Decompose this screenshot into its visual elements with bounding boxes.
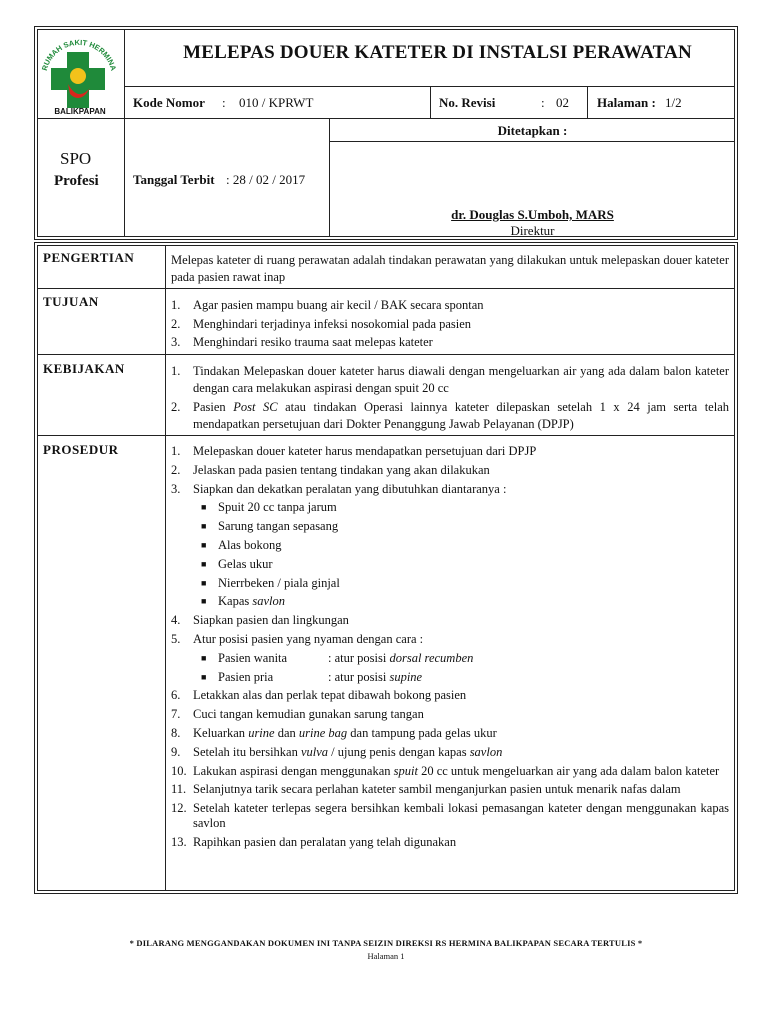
bullet-icon: ■ [201,596,207,607]
list-item [171,363,729,396]
label-prosedur: PROSEDUR [43,442,119,457]
item-text-italic: dorsal recumben [389,650,474,665]
prosedur-list [171,442,729,851]
item-text-italic: urine bag [298,725,348,740]
bullet-icon: ■ [201,558,207,569]
halaman-value: 1/2 [665,95,682,110]
item-number: 1. [171,364,181,378]
label-tujuan: TUJUAN [43,294,99,309]
bullet-icon: ■ [201,577,207,588]
row-divider-1 [37,288,735,289]
item-number: 8. [171,725,181,740]
list-subitem [171,574,729,593]
list-item [171,315,729,334]
tujuan-list [171,296,729,352]
item-text-italic: spuit [393,763,418,778]
kode-sep: : [222,95,226,110]
list-item [171,801,729,831]
item-text: dan tampung pada gelas ukur [347,725,497,740]
list-item [171,833,729,852]
spo-title: SPO [60,149,92,168]
item-text: Tindakan Melepaskan douer kateter harus diawali dengan mengeluarkan air yang ada dalam balon kateter dengan cara melakukan aspirasi dengan spuit 20 cc [193,364,729,395]
item-text: / ujung penis dengan kapas [328,744,470,759]
item-number: 3. [171,335,181,349]
hospital-logo [36,32,122,118]
item-text: Kapas [218,594,253,609]
header-vdivider-logo [124,29,125,118]
item-text: Selanjutnya tarik secara perlahan kateter sambil menganjurkan pasien untuk menarik nafas dalam [193,781,681,796]
item-text: Melepaskan douer kateter harus mendapatkan persetujuan dari DPJP [193,444,537,458]
list-item [171,296,729,315]
list-subitem [171,536,729,555]
footer-page: Halaman 1 [367,951,405,961]
item-number: 10. [171,763,187,778]
item-text: Gelas ukur [218,556,273,571]
item-text: Menghindari terjadinya infeksi nosokomial pada pasien [193,316,472,331]
item-number: 4. [171,613,181,628]
header-vdivider-spo [124,118,125,237]
revisi-value: 02 [556,95,569,110]
item-text-italic: Post SC [233,400,278,414]
item-number: 6. [171,688,181,703]
item-text: Siapkan pasien dan lingkungan [193,613,349,628]
row-divider-3 [37,435,735,436]
bullet-icon: ■ [201,671,207,682]
list-item [171,764,729,779]
list-item [171,705,729,724]
pengertian-text: Melepas kateter di ruang perawatan adalah tindakan perawatan yang dilakukan untuk melepaskan douer kateter pada pasien rawat inap [171,253,729,284]
list-subitem [171,649,729,668]
logo-arc-textpath: RUMAH SAKIT HERMINA [39,37,119,72]
halaman-label: Halaman : [597,95,656,110]
item-number: 3. [171,481,181,496]
item-number: 1. [171,444,181,458]
item-text: Pasien [193,400,234,414]
logo-city: BALIKPAPAN [54,107,106,116]
item-text-italic: vulva [300,744,329,759]
item-text: : atur posisi [328,650,390,665]
item-number: 5. [171,631,181,646]
tanggal-value: : 28 / 02 / 2017 [226,172,306,187]
item-number: 9. [171,744,181,759]
item-text: : atur posisi [328,669,390,684]
item-number: 2. [171,462,181,477]
bullet-icon: ■ [201,502,207,513]
item-text-italic: savlon [469,744,503,759]
list-item [171,399,729,432]
header-divider-2 [37,118,735,119]
list-item [171,442,729,461]
item-text: Rapihkan pasien dan peralatan yang telah digunakan [193,834,457,849]
item-text: Lakukan aspirasi dengan menggunakan [193,763,394,778]
item-text: Cuci tangan kemudian gunakan sarung tangan [193,707,424,722]
spo-subtitle: Profesi [54,173,99,189]
signer-role: Direktur [510,223,555,238]
kode-value: 010 / KPRWT [239,95,314,110]
item-text: Keluarkan [193,725,249,740]
item-number: 7. [171,707,181,722]
label-kebijakan: KEBIJAKAN [43,361,125,376]
row-divider-2 [37,354,735,355]
list-subitem [171,668,729,687]
item-text: Atur posisi pasien yang nyaman dengan cara : [193,631,424,646]
item-text: dan [274,725,299,740]
kebijakan-list [171,363,729,432]
item-text: Setelah kateter terlepas segera bersihkan kembali lokasi pemasangan kateter dengan menggunakan kapas savlon [193,800,729,830]
item-text-italic: supine [389,669,423,684]
item-number: 11. [171,781,187,796]
list-item [171,630,729,649]
item-number: 2. [171,316,181,331]
list-item [171,724,729,743]
item-text: Menghindari resiko trauma saat melepas kateter [193,335,433,349]
list-item [171,743,729,762]
item-text: Alas bokong [218,537,282,552]
list-item [171,480,729,499]
item-text: Agar pasien mampu buang air kecil / BAK secara spontan [193,298,484,312]
revisi-label: No. Revisi [439,95,496,110]
kode-label: Kode Nomor [133,95,205,110]
item-text: Pasien wanita [218,650,288,665]
item-text: Sarung tangan sepasang [218,519,339,534]
list-item [171,611,729,630]
item-number: 1. [171,298,181,312]
list-subitem [171,517,729,536]
bullet-icon: ■ [201,539,207,550]
footer-warning: * DILARANG MENGGANDAKAN DOKUMEN INI TANPA SEIZIN DIREKSI RS HERMINA BALIKPAPAN SECARA TERTULIS * [129,938,643,948]
item-number: 13. [171,834,187,849]
document-title: MELEPAS DOUER KATETER DI INSTALSI PERAWATAN [183,42,692,63]
body-label-divider [165,245,166,891]
tanggal-label: Tanggal Terbit [133,172,215,187]
bullet-icon: ■ [201,652,207,663]
list-subitem [171,498,729,517]
item-number: 2. [171,400,181,414]
list-item [171,686,729,705]
label-pengertian: PENGERTIAN [43,250,135,265]
item-text: Letakkan alas dan perlak tepat dibawah bokong pasien [193,688,467,703]
ditetapkan-label: Ditetapkan : [497,123,568,138]
item-text: Setelah itu bersihkan [193,744,301,759]
item-text-italic: savlon [252,594,286,609]
item-text: Pasien pria [218,669,274,684]
item-text-italic: urine [248,725,275,740]
list-item [171,461,729,480]
item-number: 12. [171,800,187,815]
item-text: 20 cc untuk mengeluarkan air yang ada dalam balon kateter [417,763,720,778]
list-item [171,782,729,797]
item-text: Siapkan dan dekatkan peralatan yang dibutuhkan diantaranya : [193,481,507,496]
logo-figure-head [70,68,86,84]
signer-name: dr. Douglas S.Umboh, MARS [451,207,614,222]
item-text: Nierrbeken / piala ginjal [218,575,340,590]
header-vdivider-revisi [430,86,431,118]
item-text: Jelaskan pada pasien tentang tindakan yang akan dilakukan [193,462,490,477]
bullet-icon: ■ [201,521,207,532]
item-text: atau tindakan Operasi lainnya kateter dilepaskan setelah 1 x 24 jam serta telah mendapatkan persetujuan dari Dokter Penanggung Jawab Pelayanan (DPJP) [193,400,729,431]
header-divider-ditetapkan [329,141,735,142]
item-text: Spuit 20 cc tanpa jarum [218,500,337,515]
header-vdivider-halaman [587,86,588,118]
list-subitem [171,592,729,611]
revisi-sep: : [541,95,545,110]
list-item [171,333,729,352]
list-subitem [171,555,729,574]
